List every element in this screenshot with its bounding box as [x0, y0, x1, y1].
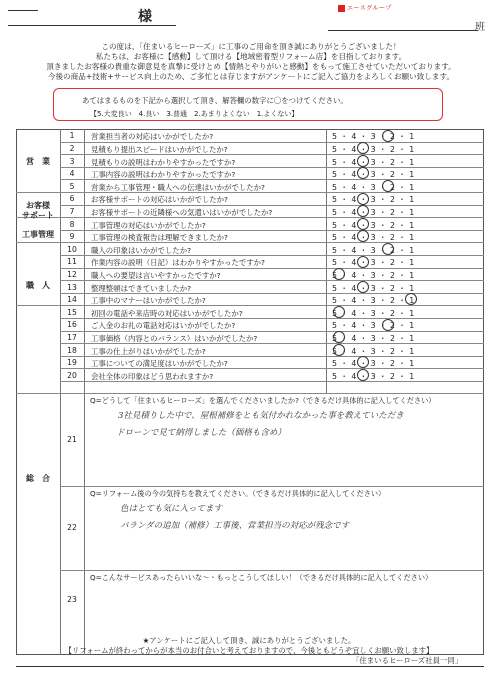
open-question-text: Q=リフォーム後の今の気持ちを教えてください。（できるだけ具体的に記入してください）	[90, 489, 386, 498]
honorific: 様	[138, 9, 152, 25]
rating-scale[interactable]: 5 ・ 4 ・ 3 ・ 2 ・ 1	[332, 157, 415, 167]
question-text: 工事中のマナーはいかがでしたか?	[91, 296, 206, 306]
question-number: 10	[67, 244, 77, 254]
answer-circle	[333, 344, 345, 356]
answer-circle	[357, 281, 369, 293]
question-number: 3	[69, 156, 75, 166]
company-logo: エースグループ	[338, 3, 392, 12]
handwritten-answer[interactable]: 3社見積りした中で、屋根補修をとも気付かれなかった事を教えていただき	[118, 411, 404, 421]
question-number: 5	[69, 181, 75, 191]
handwritten-answer[interactable]: ドローンで見て納得しました（価格も含め）	[116, 428, 286, 438]
answer-circle	[357, 193, 369, 205]
question-text: 営業から工事管理・職人への伝達はいかがでしたか?	[91, 182, 265, 192]
rating-scale[interactable]: 5 ・ 4 ・ 3 ・ 2 ・ 1	[332, 145, 415, 154]
rating-scale[interactable]: 5 ・ 4 ・ 3 ・ 2 ・ 1	[332, 208, 415, 217]
question-text: 工事内容の説明はわかりやすかったですか?	[91, 170, 236, 180]
question-number: 7	[69, 207, 75, 216]
open-question-text: Q=こんなサービスあったらいいな〜・もっとこうしてほしい！（できるだけ具体的に記入してください）	[90, 573, 433, 582]
answer-circle	[357, 369, 369, 381]
question-number: 1	[69, 131, 75, 141]
open-row-line	[60, 486, 484, 487]
question-number: 22	[67, 523, 77, 532]
answer-circle	[405, 293, 417, 305]
answer-circle	[357, 205, 369, 217]
question-number: 12	[67, 270, 77, 279]
rating-scale[interactable]: 5 ・ 4 ・ 3 ・ 2 ・ 1	[332, 271, 415, 280]
rating-scale[interactable]: 5 ・ 4 ・ 3 ・ 2 ・ 1	[332, 283, 415, 293]
rating-scale[interactable]: 5 ・ 4 ・ 3 ・ 2 ・ 1	[332, 321, 415, 331]
answer-circle	[333, 306, 345, 318]
question-number: 20	[67, 370, 77, 380]
question-text: 初回の電話や来店時の対応はいかがでしたか?	[91, 308, 243, 318]
answer-circle	[382, 180, 394, 192]
question-number: 4	[69, 169, 75, 179]
rating-scale[interactable]: 5 ・ 4 ・ 3 ・ 2 ・ 1	[332, 334, 415, 343]
question-text: 職人への要望は言いやすかったですか?	[91, 271, 221, 280]
rating-scale[interactable]: 5 ・ 4 ・ 3 ・ 2 ・ 1	[332, 170, 415, 180]
rating-scale[interactable]: 5 ・ 4 ・ 3 ・ 2 ・ 1	[332, 245, 415, 255]
question-text: 作業内容の説明（日記）はわかりやすかったですか?	[91, 258, 265, 268]
answer-circle	[357, 256, 369, 268]
question-number: 15	[67, 307, 77, 317]
question-text: 工事の仕上がりはいかがでしたか?	[91, 346, 206, 356]
open-row-line	[60, 570, 484, 571]
instruction-text: あてはまるものを下記から選択して頂き、解答欄の数字に〇をつけてください。	[82, 96, 348, 105]
answer-circle	[382, 130, 394, 142]
answer-circle	[357, 218, 369, 230]
answer-circle	[357, 142, 369, 154]
answer-circle	[357, 167, 369, 179]
answer-circle	[357, 155, 369, 167]
question-text: 工事管理の対応はいかがでしたか?	[91, 220, 206, 230]
open-section-top	[16, 393, 484, 394]
question-number: 19	[67, 358, 77, 368]
answer-circle	[357, 356, 369, 368]
question-text: お客様サポートの対応はいかがでしたか?	[91, 195, 228, 205]
rating-scale[interactable]: 5 ・ 4 ・ 3 ・ 2 ・ 1	[332, 371, 415, 381]
category-sales: 営 業	[26, 157, 50, 166]
answer-circle	[357, 230, 369, 242]
question-text: 工事についての満足度はいかがでしたか?	[91, 359, 228, 369]
answer-circle	[382, 243, 394, 255]
question-text: 見積もり提出スピードはいかがでしたか?	[91, 145, 228, 154]
rating-scale[interactable]: 5 ・ 4 ・ 3 ・ 2 ・ 1	[332, 195, 415, 205]
class-underline	[328, 30, 478, 31]
handwritten-answer[interactable]: 色はとても気に入ってます	[120, 504, 223, 514]
question-number: 2	[69, 144, 75, 153]
logo-icon	[338, 5, 345, 12]
question-number: 14	[67, 295, 77, 305]
question-text: ご入金のお礼の電話対応はいかがでしたか?	[91, 321, 236, 331]
question-number: 9	[69, 232, 75, 242]
question-number: 16	[67, 320, 77, 330]
question-text: 営業担当者の対応はいかがでしたか?	[91, 132, 214, 142]
rating-scale[interactable]: 5 ・ 4 ・ 3 ・ 2 ・ 1	[332, 220, 415, 230]
col-divider-number	[84, 129, 85, 655]
question-text: 工事価格（内容とのバランス）はいかがでしたか?	[91, 334, 258, 343]
answer-circle	[382, 319, 394, 331]
category-support: お客様 サポート	[22, 201, 54, 220]
question-number: 6	[69, 194, 75, 204]
question-number: 21	[67, 434, 77, 444]
question-number: 18	[67, 345, 77, 355]
question-text: 工事管理の検査報告は理解できましたか?	[91, 233, 228, 243]
footer-thanks: ★アンケートにご記入して頂き、誠にありがとうございました。	[142, 636, 356, 645]
question-number: 11	[67, 257, 77, 267]
footer-signature: 「住まいるヒーローズ社員一同」	[352, 656, 463, 665]
question-text: 職人の印象はいかがでしたか?	[91, 245, 192, 255]
col-divider-score	[326, 129, 327, 393]
category-construction: 工事管理	[22, 230, 54, 239]
answer-circle	[333, 268, 345, 280]
rating-legend: 【5.大変良い 4.良い 3.普通 2.あまりよくない 1.よくない】	[90, 110, 299, 118]
category-line	[16, 305, 60, 306]
category-craftsman: 職 人	[26, 281, 50, 290]
footer-line	[16, 666, 484, 667]
question-number: 17	[67, 333, 77, 342]
intro-text: この度は、「住まいるヒーローズ」に工事のご用命を頂き誠にありがとうございました！ 私たちは、お客様に【感動】して頂ける【地域密着型リフォーム店】を目指しております。 頂きましたお客様の貴重な御意見を真摯に受けとめ【情熱とやりがいと感動】をもって施工させていただいております。 今後の商品+技術+サービス向上のため、ご多忙とは存じますがアンケートにご記入ご協力をよろしくお願い致します。	[46, 42, 456, 81]
question-text: 見積もりの説明はわかりやすかったですか?	[91, 157, 236, 167]
name-line-short	[8, 10, 38, 11]
name-underline	[8, 25, 176, 26]
question-number: 23	[67, 595, 77, 604]
footer-message: 【リフォームが終わってからが本当のお付合いと考えておりますので、今後ともどうぞ宜しくお願い致します】	[64, 646, 434, 655]
class-label: 班	[475, 22, 485, 33]
rating-scale[interactable]: 5 ・ 4 ・ 3 ・ 2 ・ 1	[332, 308, 415, 318]
question-number: 13	[67, 282, 77, 292]
category-line	[16, 192, 60, 193]
question-text: お客様サポートの近隣様への気遣いはいかがでしたか?	[91, 208, 273, 217]
rating-scale[interactable]: 5 ・ 4 ・ 3 ・ 2 ・ 1	[332, 296, 415, 306]
rating-scale[interactable]: 5 ・ 4 ・ 3 ・ 2 ・ 1	[332, 258, 415, 268]
handwritten-answer[interactable]: バランダの追加（補修）工事後、営業担当の対応が残念です	[120, 521, 350, 531]
open-question-text: Q=どうして「住まいるヒーローズ」を選んでくださいましたか?（できるだけ具体的に記入してください）	[90, 396, 436, 405]
rating-scale[interactable]: 5 ・ 4 ・ 3 ・ 2 ・ 1	[332, 182, 415, 192]
category-overall: 総 合	[26, 474, 50, 483]
question-text: 会社全体の印象はどう思われますか?	[91, 371, 214, 381]
rating-scale[interactable]: 5 ・ 4 ・ 3 ・ 2 ・ 1	[332, 233, 415, 243]
rating-scale[interactable]: 5 ・ 4 ・ 3 ・ 2 ・ 1	[332, 346, 415, 356]
question-number: 8	[69, 219, 75, 229]
rating-scale[interactable]: 5 ・ 4 ・ 3 ・ 2 ・ 1	[332, 132, 415, 142]
category-line	[16, 242, 60, 243]
rating-scale[interactable]: 5 ・ 4 ・ 3 ・ 2 ・ 1	[332, 359, 415, 369]
answer-circle	[333, 331, 345, 343]
question-text: 整理整頓はできていましたか?	[91, 283, 192, 293]
